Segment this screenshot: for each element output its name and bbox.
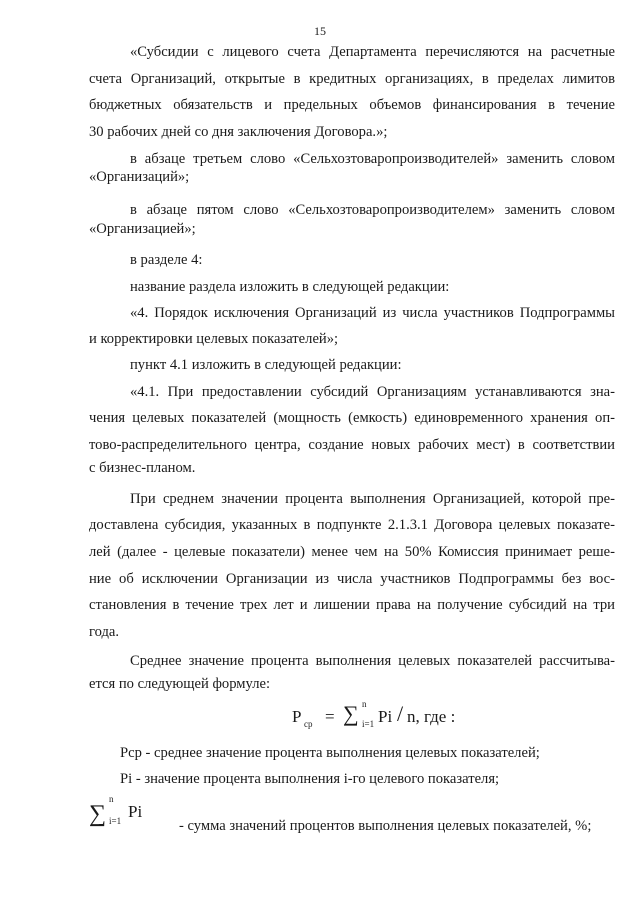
text-line: «4.1. При предоставлении субсидий Организациям устанавливаются зна- bbox=[130, 384, 615, 400]
text-line: название раздела изложить в следующей редакции: bbox=[130, 279, 450, 295]
formula-term: Pi bbox=[378, 707, 393, 726]
text-line: Среднее значение процента выполнения целевых показателей рассчитыва- bbox=[130, 653, 615, 669]
text-line: и корректировки целевых показателей»; bbox=[89, 331, 339, 347]
text-line: тово-распределительного центра, создание новых рабочих мест) в соответствии bbox=[89, 437, 615, 453]
page-number: 15 bbox=[314, 24, 326, 38]
sigma-lower-limit: i=1 bbox=[109, 816, 122, 826]
text-line: в абзаце третьем слово «Сельхозтоваропроизводителей» заменить словом bbox=[130, 151, 615, 167]
text-line: становления в течение трех лет и лишении права на получение субсидий на три bbox=[89, 597, 615, 613]
text-line: «4. Порядок исключения Организаций из числа участников Подпрограммы bbox=[130, 305, 615, 321]
sigma-lower-limit: i=1 bbox=[362, 719, 375, 729]
text-line: «Организацией»; bbox=[89, 221, 196, 237]
text-line: с бизнес-планом. bbox=[89, 460, 196, 476]
formula-tail: n, где : bbox=[407, 707, 456, 726]
text-line: лей (далее - целевые показатели) менее чем на 50% Комиссия принимает реше- bbox=[89, 544, 615, 560]
formula-slash: / bbox=[397, 701, 404, 726]
sigma-symbol: ∑ bbox=[89, 801, 107, 827]
formula-lhs: P bbox=[292, 707, 302, 726]
sigma-symbol: ∑ bbox=[343, 701, 359, 726]
text-line: Pi - значение процента выполнения i-го целевого показателя; bbox=[120, 771, 500, 787]
text-line: в абзаце пятом слово «Сельхозтоваропроизводителем» заменить словом bbox=[130, 202, 615, 218]
sigma-upper-limit: n bbox=[109, 794, 114, 804]
sum-definition-text: - сумма значений процентов выполнения целевых показателей, %; bbox=[179, 818, 592, 834]
text-line: бюджетных обязательств и предельных объемов финансирования в течение bbox=[89, 97, 615, 113]
text-line: счета Организаций, открытые в кредитных организациях, в пределах лимитов bbox=[89, 71, 615, 87]
text-line: чения целевых показателей (мощность (емкость) единовременного хранения оп- bbox=[89, 410, 615, 426]
text-line: 30 рабочих дней со дня заключения Договора.»; bbox=[89, 124, 388, 140]
formula-lhs-subscript: ср bbox=[304, 719, 313, 729]
formula-equals: = bbox=[325, 707, 335, 726]
sum-symbol-block bbox=[89, 793, 179, 833]
text-line: При среднем значении процента выполнения Организацией, которой пре- bbox=[130, 491, 615, 507]
sigma-upper-limit: n bbox=[362, 699, 367, 709]
text-line: доставлена субсидия, указанных в подпункте 2.1.3.1 Договора целевых показате- bbox=[89, 517, 615, 533]
text-line: пункт 4.1 изложить в следующей редакции: bbox=[130, 357, 402, 373]
text-line: ние об исключении Организации из числа участников Подпрограммы без вос- bbox=[89, 571, 615, 587]
sum-term: Pi bbox=[128, 802, 143, 821]
text-line: ется по следующей формуле: bbox=[89, 676, 271, 692]
text-line: «Организаций»; bbox=[89, 169, 190, 185]
text-line: года. bbox=[89, 624, 120, 640]
text-line: в разделе 4: bbox=[130, 252, 203, 268]
text-line: «Субсидии с лицевого счета Департамента перечисляются на расчетные bbox=[130, 44, 615, 60]
text-line: Рср - среднее значение процента выполнения целевых показателей; bbox=[120, 745, 540, 761]
